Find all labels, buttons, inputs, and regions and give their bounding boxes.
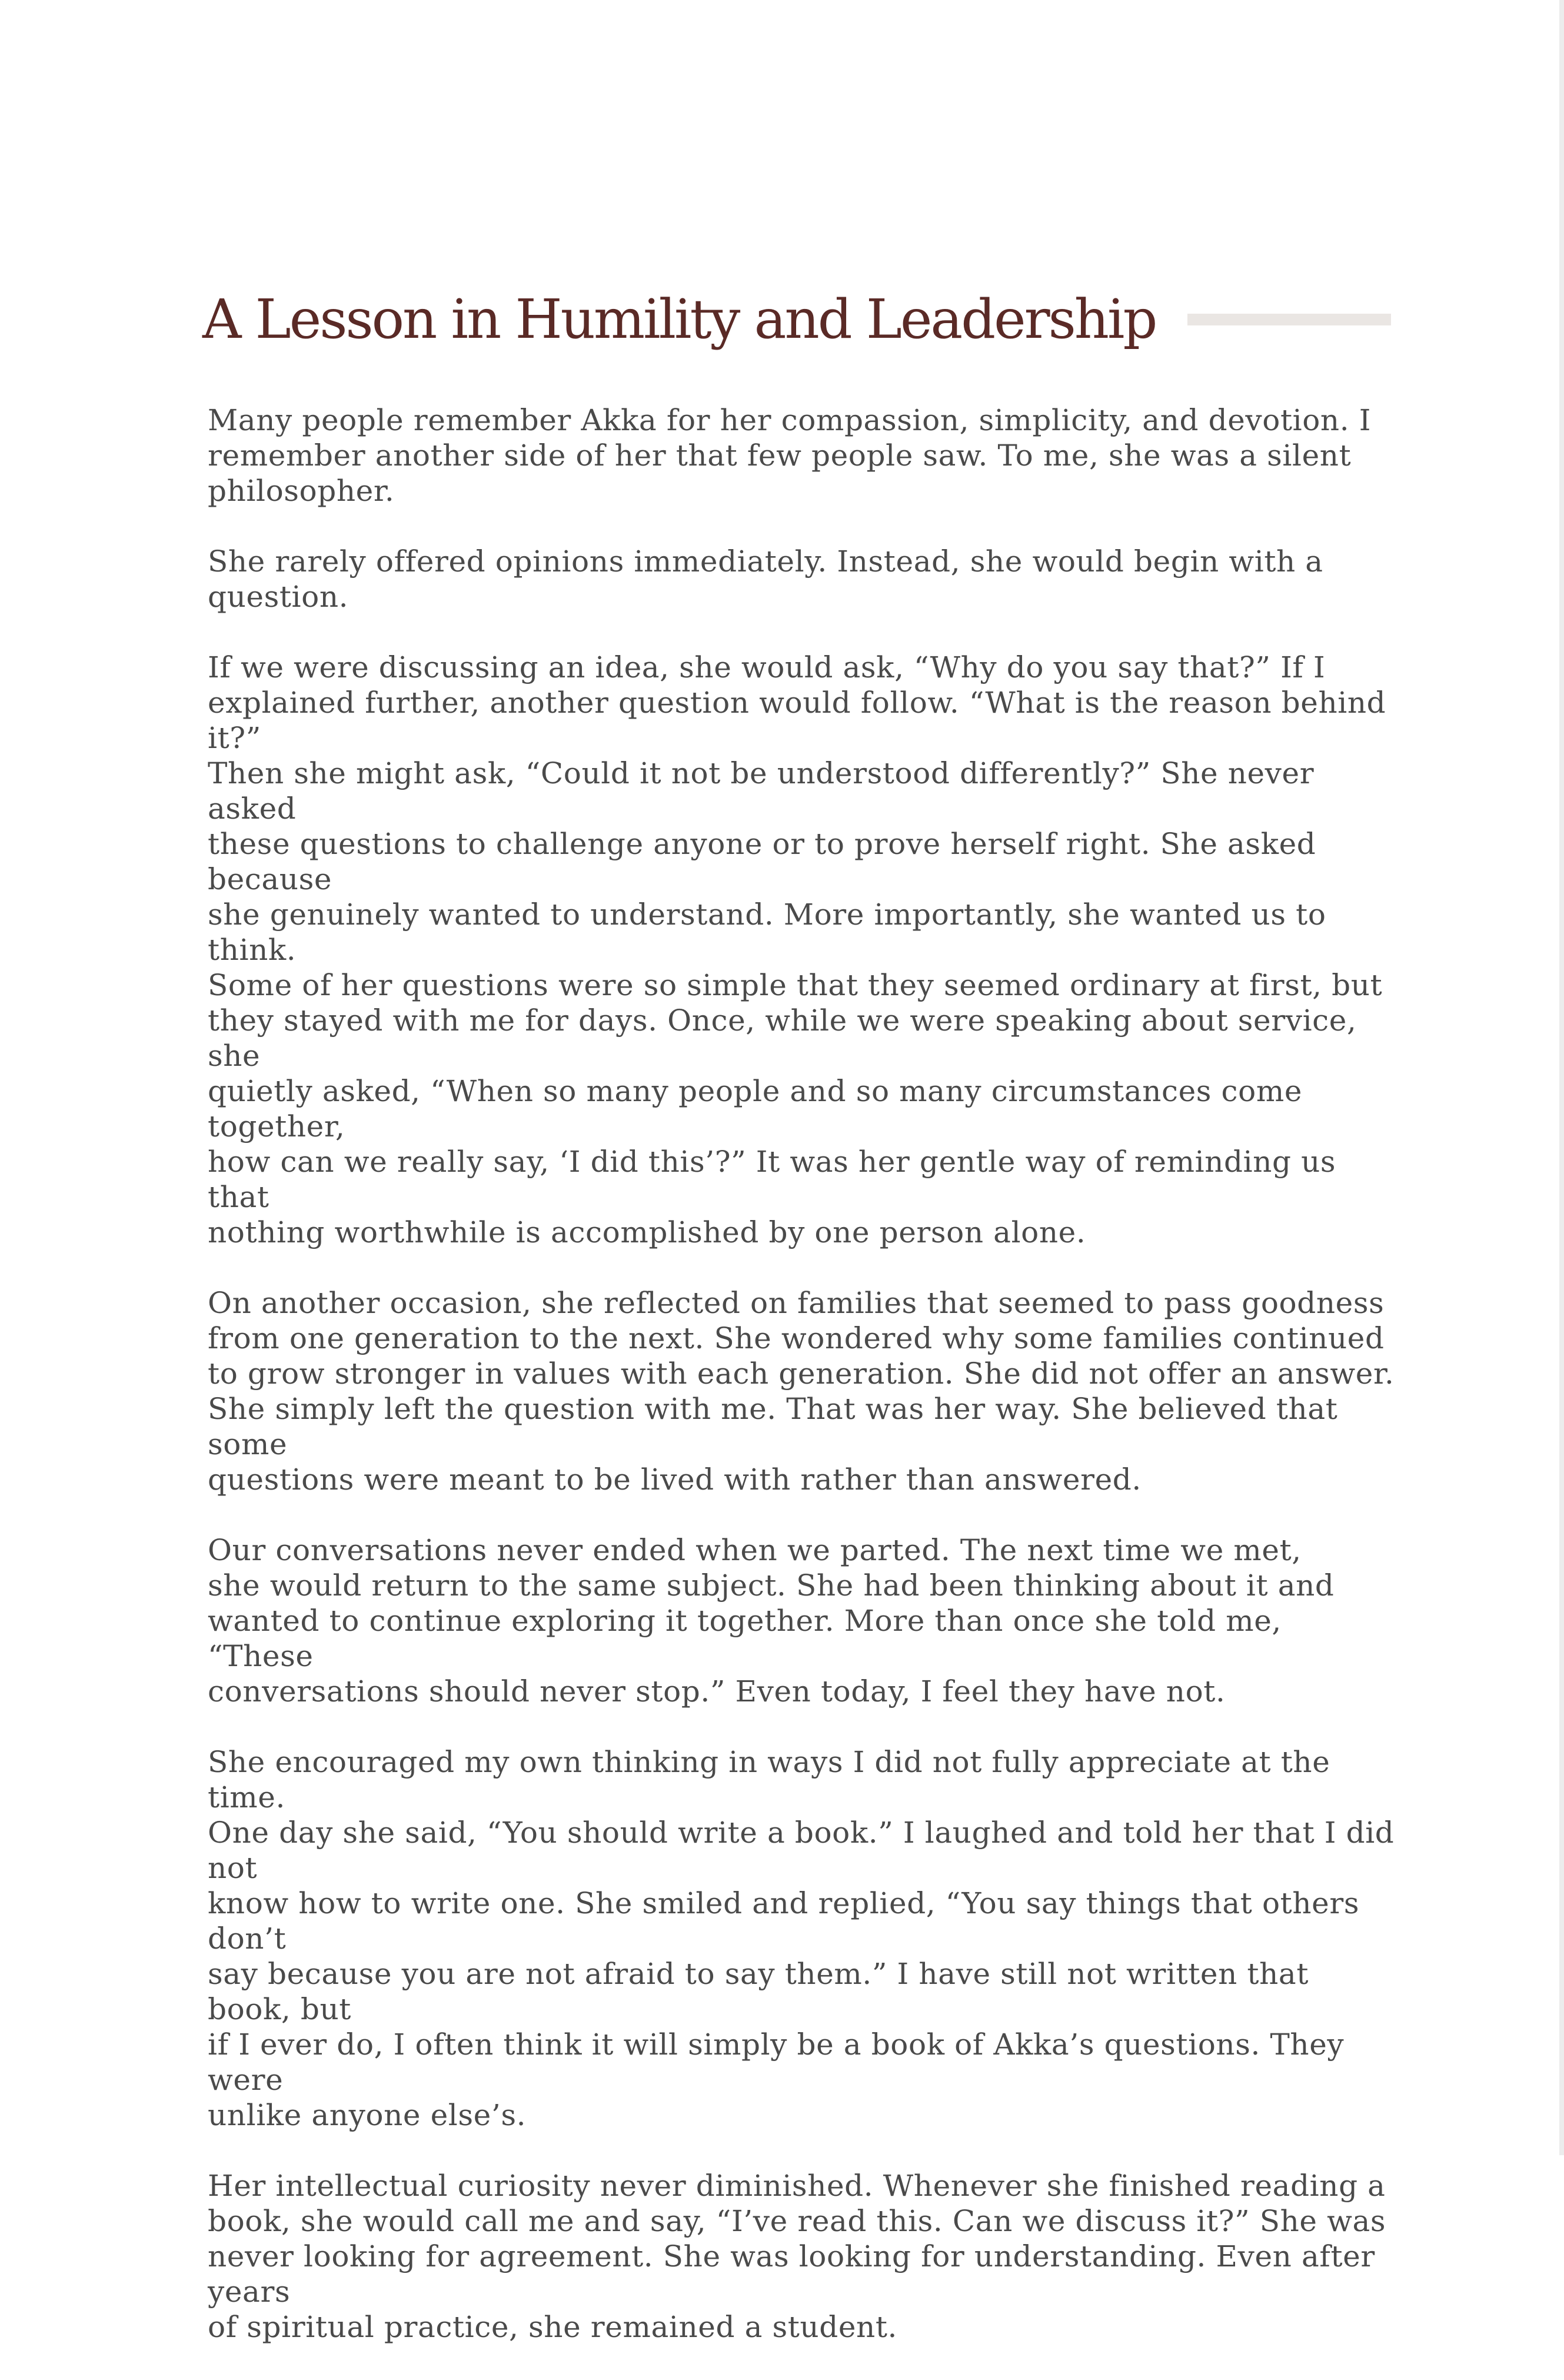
paragraph: Our conversations never ended when we parted. The next time we met, she would return to the same subject. She had been thinking about it and wanted to continue exploring it together. More than once she told me, “These conversations should never stop.” Even today, I feel they have not.	[208, 1533, 1335, 1708]
title-divider-rule	[1187, 314, 1391, 325]
paragraph: If we were discussing an idea, she would ask, “Why do you say that?” If I explained further, another question would follow. “What is the reason behind it?” Then she might ask, “Could it not be understood differently?” She never asked these questions to challenge anyone or to prove herself right. She asked because she genuinely wanted to understand. More importantly, she wanted us to think. Some of her questions were so simple that they seemed ordinary at first, but they stayed with me for days. Once, while we were speaking about service, she quietly asked, “When so many people and so many circumstances come together, how can we really say, ‘I did this’?” It was her gentle way of reminding us that nothing worthwhile is accomplished by one person alone.	[208, 650, 1386, 1249]
chapter-body	[208, 403, 1396, 2380]
paragraph: Many people remember Akka for her compassion, simplicity, and devotion. I remember another side of her that few people saw. To me, she was a silent philosopher.	[208, 403, 1372, 508]
chapter-title: A Lesson in Humility and Leadership	[202, 288, 1156, 351]
page-edge-shadow	[1559, 0, 1564, 2155]
paragraph: On another occasion, she reflected on families that seemed to pass goodness from one generation to the next. She wondered why some families continued to grow stronger in values with each generation. She did not offer an answer. She simply left the question with me. That was her way. She believed that some questions were meant to be lived with rather than answered.	[208, 1286, 1395, 1497]
paragraph: She encouraged my own thinking in ways I did not fully appreciate at the time. One day she said, “You should write a book.” I laughed and told her that I did not know how to write one. She smiled and replied, “You say things that others don’t say because you are not afraid to say them.” I have still not written that book, but if I ever do, I often think it will simply be a book of Akka’s questions. They were unlike anyone else’s.	[208, 1745, 1395, 2132]
paragraph: She rarely offered opinions immediately. Instead, she would begin with a question.	[208, 544, 1323, 614]
chapter-heading	[202, 281, 1391, 358]
paragraph: Her intellectual curiosity never diminished. Whenever she finished reading a book, she would call me and say, “I’ve read this. Can we discuss it?” She was never looking for agreement. She was looking for understanding. Even after years of spiritual practice, she remained a student.	[208, 2169, 1386, 2344]
